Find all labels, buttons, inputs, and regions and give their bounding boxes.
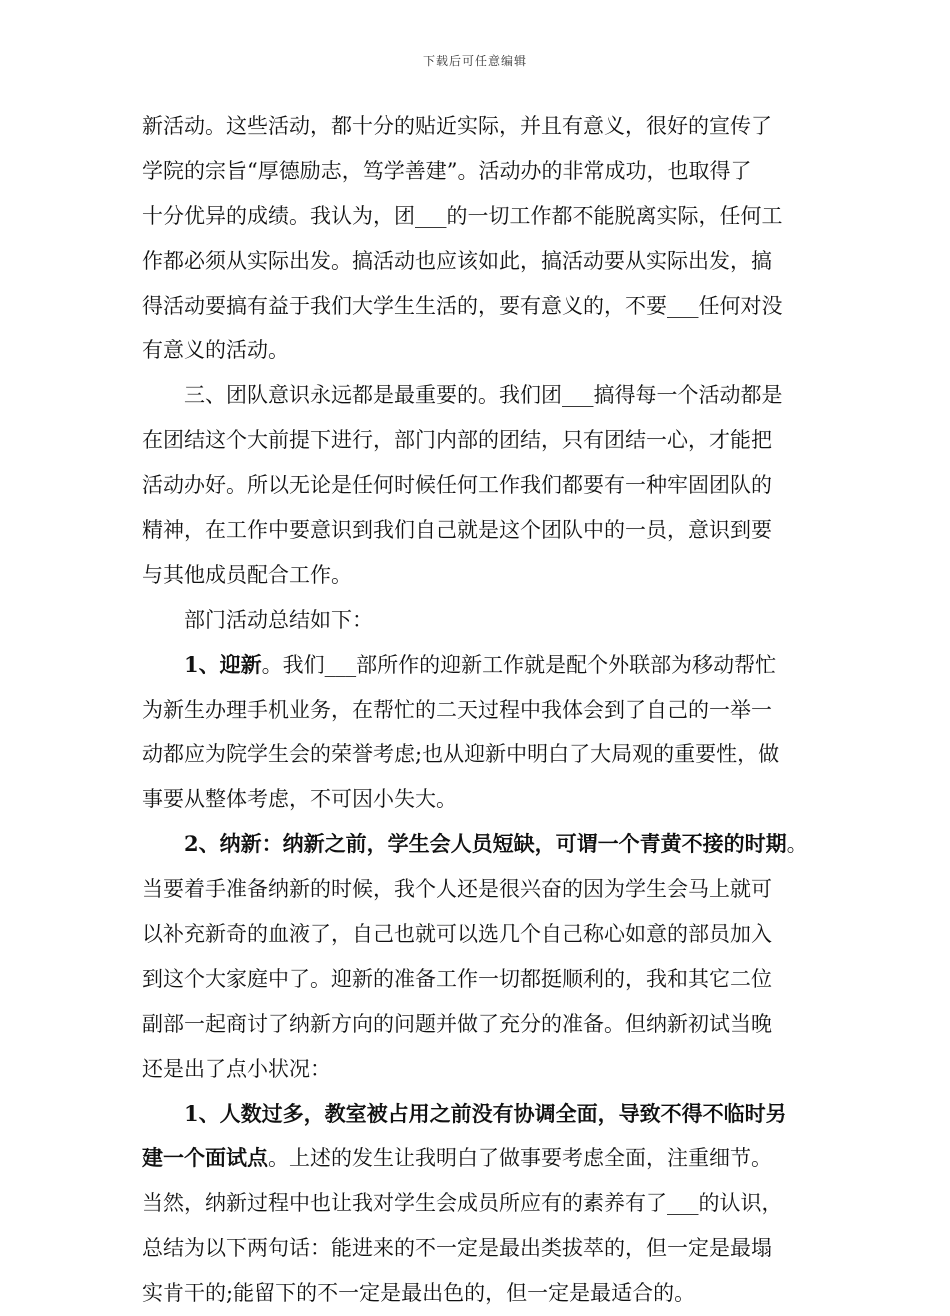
text-line: [142, 822, 814, 867]
text-line: [142, 1092, 814, 1137]
text-run: 事要从整体考虑，不可因小失大。: [142, 787, 457, 812]
paragraph: [142, 822, 814, 1091]
paragraph: [142, 104, 814, 373]
text-line: [142, 688, 814, 733]
text-run: 还是出了点小状况：: [142, 1056, 331, 1081]
text-run: 副部一起商讨了纳新方向的问题并做了充分的准备。但纳新初试当晚: [142, 1011, 772, 1036]
text-run: 。我们___部所作的迎新工作就是配个外联部为移动帮忙: [261, 652, 777, 677]
text-run: 在团结这个大前提下进行，部门内部的团结，只有团结一心，才能把: [142, 428, 772, 453]
text-run: 有意义的活动。: [142, 338, 289, 363]
bold-text-run: 建一个面试点: [142, 1145, 268, 1171]
text-run: 以补充新奇的血液了，自己也就可以选几个自己称心如意的部员加入: [142, 922, 772, 947]
text-run: 三、团队意识永远都是最重要的。我们团___搞得每一个活动都是: [184, 383, 783, 408]
text-line: [142, 553, 814, 598]
paragraph: [142, 373, 814, 597]
text-run: 。上述的发生让我明白了做事要考虑全面，注重细节。: [268, 1146, 772, 1171]
paragraph: [142, 598, 814, 643]
text-line: [142, 867, 814, 912]
text-run: 部门活动总结如下：: [184, 607, 373, 632]
text-line: [142, 239, 814, 284]
text-run: 动都应为院学生会的荣誉考虑;也从迎新中明白了大局观的重要性，做: [142, 742, 780, 767]
text-line: [142, 643, 814, 688]
text-run: 与其他成员配合工作。: [142, 562, 352, 587]
bold-text-run: 2、纳新：纳新之前，学生会人员短缺，可谓一个青黄不接的时期: [184, 831, 787, 857]
text-run: 活动办好。所以无论是任何时候任何工作我们都要有一种牢固团队的: [142, 473, 772, 498]
text-line: [142, 732, 814, 777]
text-line: [142, 1271, 814, 1316]
text-line: [142, 418, 814, 463]
text-line: [142, 912, 814, 957]
text-run: 十分优异的成绩。我认为，团___的一切工作都不能脱离实际，任何工: [142, 203, 783, 228]
text-run: 精神，在工作中要意识到我们自己就是这个团队中的一员，意识到要: [142, 518, 772, 543]
text-line: [142, 104, 814, 149]
text-line: [142, 373, 814, 418]
text-run: 到这个大家庭中了。迎新的准备工作一切都挺顺利的，我和其它二位: [142, 966, 772, 991]
text-line: [142, 1226, 814, 1271]
text-line: [142, 284, 814, 329]
text-run: 当要着手准备纳新的时候，我个人还是很兴奋的因为学生会马上就可: [142, 877, 772, 902]
text-line: [142, 194, 814, 239]
paragraph: [142, 643, 814, 823]
text-line: [142, 1047, 814, 1092]
paragraph: [142, 1092, 814, 1316]
text-run: 得活动要搞有益于我们大学生生活的，要有意义的，不要___任何对没: [142, 293, 783, 318]
text-line: [142, 777, 814, 822]
text-line: [142, 463, 814, 508]
text-line: [142, 957, 814, 1002]
page-header-note: 下载后可任意编辑: [422, 54, 527, 68]
text-line: [142, 1181, 814, 1226]
text-line: [142, 508, 814, 553]
text-run: 学院的宗旨“厚德励志，笃学善建”。活动办的非常成功，也取得了: [142, 158, 752, 183]
text-line: [142, 149, 814, 194]
bold-text-run: 1、迎新: [184, 651, 262, 677]
text-run: 新活动。这些活动，都十分的贴近实际，并且有意义，很好的宣传了: [142, 114, 772, 138]
document-body: [142, 104, 814, 1316]
text-line: [142, 1136, 814, 1181]
text-run: 总结为以下两句话：能进来的不一定是最出类拔萃的，但一定是最塌: [142, 1236, 772, 1261]
text-run: 作都必须从实际出发。搞活动也应该如此，搞活动要从实际出发，搞: [142, 248, 772, 273]
text-run: 实肯干的;能留下的不一定是最出色的，但一定是最适合的。: [142, 1281, 696, 1306]
text-line: [142, 1002, 814, 1047]
text-line: [142, 598, 814, 643]
text-run: 当然，纳新过程中也让我对学生会成员所应有的素养有了___的认识，: [142, 1191, 783, 1216]
text-run: 为新生办理手机业务，在帮忙的二天过程中我体会到了自己的一举一: [142, 697, 772, 722]
bold-text-run: 1、人数过多，教室被占用之前没有协调全面，导致不得不临时另: [184, 1100, 787, 1126]
text-run: 。: [786, 832, 808, 857]
text-line: [142, 328, 814, 373]
